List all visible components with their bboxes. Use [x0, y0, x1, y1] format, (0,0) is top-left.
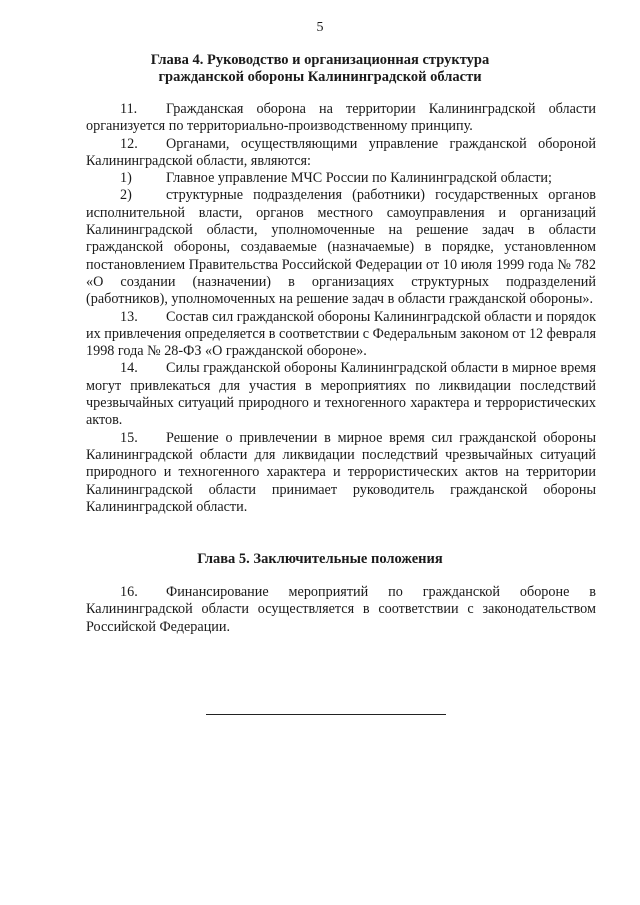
paragraph-number: 13.: [120, 308, 138, 325]
list-text: структурные подразделения (работники) государственных органов исполнительной власти, органов местного самоуправления и организаций Калининградской области, уполномоченные на решение задач в области гражданской обороны, создаваемые (назначаемые) в порядке, установленном постановлением Правительства Российской Федерации от 10 июля 1999 года № 782 «О создании (назначении) в организациях структурных подразделений (работников), уполномоченных на решение задач в области гражданской обороны».: [86, 187, 596, 308]
paragraph-16: [86, 584, 596, 636]
paragraph-15: [86, 430, 596, 516]
paragraph-text: Силы гражданской обороны Калининградской области в мирное время могут привлекаться для участия в мероприятиях по ликвидации последствий чрезвычайных ситуаций природного и техногенного характера и террористических актов.: [86, 360, 596, 429]
list-number: 2): [120, 187, 132, 204]
chapter-5-body: [86, 584, 596, 636]
paragraph-number: 12.: [120, 135, 138, 152]
paragraph-number: 11.: [120, 101, 138, 117]
list-item-2: [86, 187, 596, 308]
chapter-4-title-line-2: гражданской обороны Калининградской области: [158, 69, 482, 85]
chapter-4-title-line-1: Глава 4. Руководство и организационная структура: [150, 52, 490, 68]
paragraph-text: Органами, осуществляющими управление гражданской обороной Калининградской области, являются:: [86, 135, 596, 169]
paragraph-number: 15.: [120, 429, 138, 446]
paragraph-text: Финансирование мероприятий по гражданской обороне в Калининградской области осуществляется в соответствии с законодательством Российской Федерации.: [86, 584, 596, 635]
paragraph-12: [86, 136, 596, 171]
paragraph-text: Решение о привлечении в мирное время сил гражданской обороны Калининградской области для ликвидации последствий чрезвычайных ситуаций природного и техногенного характера и террористических актов на территории Калининградской области принимает руководитель гражданской обороны Калининградской области.: [86, 429, 596, 515]
paragraph-text: Состав сил гражданской обороны Калининградской области и порядок их привлечения определяется в соответствии с Федеральным законом от 12 февраля 1998 года № 28-ФЗ «О гражданской обороне».: [86, 308, 596, 360]
list-text: Главное управление МЧС России по Калининградской области;: [166, 170, 552, 187]
chapter-4-title: [0, 52, 640, 86]
paragraph-text: Гражданская оборона на территории Калининградской области организуется по территориально-производственному принципу.: [86, 101, 596, 135]
chapter-5-title-text: Глава 5. Заключительные положения: [197, 551, 443, 567]
paragraph-13: [86, 309, 596, 361]
paragraph-number: 16.: [120, 584, 138, 600]
list-number: 1): [120, 170, 132, 187]
list-item-1: [86, 170, 596, 187]
page-number: 5: [316, 20, 324, 35]
paragraph-14: [86, 360, 596, 429]
chapter-5-title: [0, 551, 640, 568]
closing-rule-divider: [206, 714, 446, 715]
paragraph-number: 14.: [120, 360, 138, 377]
chapter-4-body: [86, 101, 596, 516]
paragraph-11: [86, 101, 596, 136]
